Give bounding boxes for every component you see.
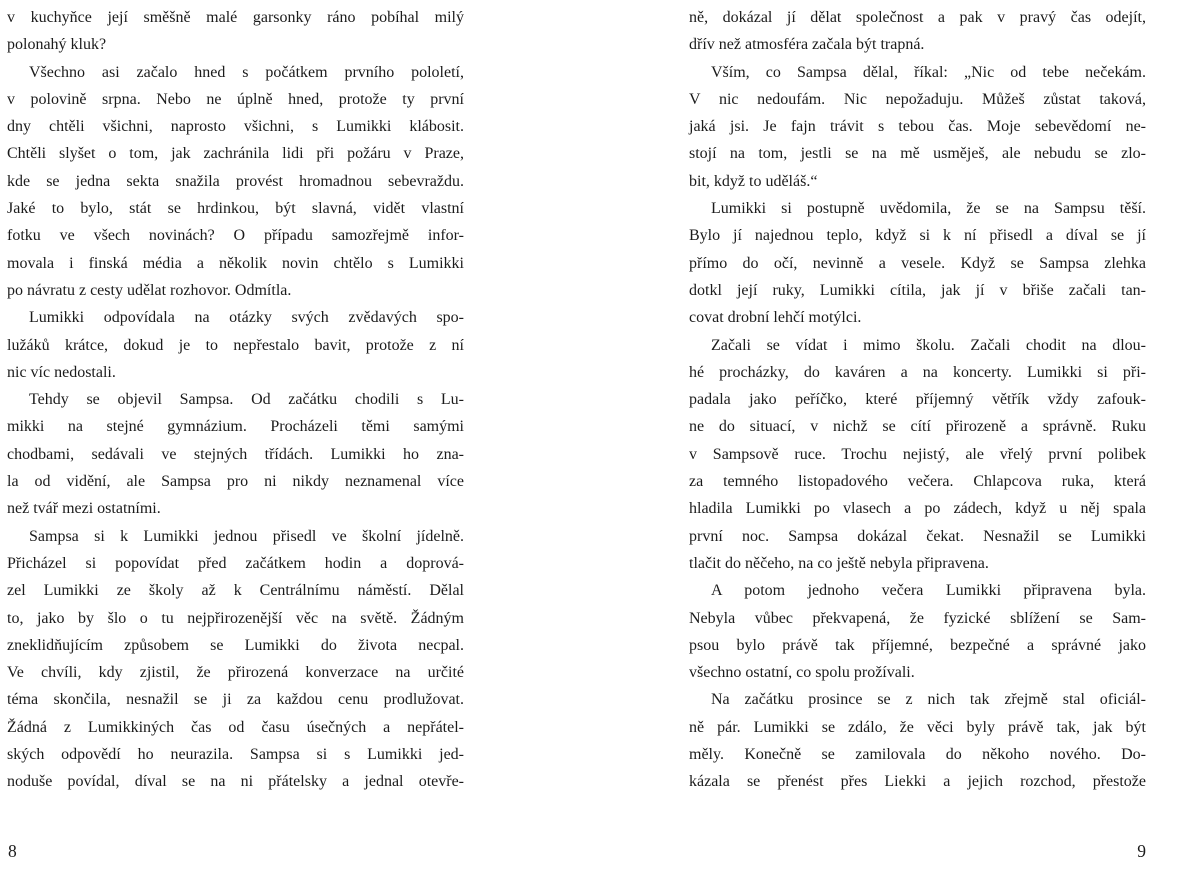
text-line: zneklidňujícím způsobem se Lumikki do života necpal. [7, 636, 464, 654]
text-line: Tehdy se objevil Sampsa. Od začátku chodili s Lu- [29, 391, 464, 409]
text-line: Lumikki odpovídala na otázky svých zvědavých spo- [29, 309, 464, 327]
text-line: lužáků krátce, dokud je to nepřestalo bavit, protože z ní [7, 336, 464, 354]
text-line: mikki na stejné gymnázium. Procházeli těmi samými [7, 418, 464, 436]
text-line: v kuchyňce její směšně malé garsonky ráno pobíhal milý [7, 9, 464, 26]
text-line: Vším, co Sampsa dělal, říkal: „Nic od tebe nečekám. [711, 63, 1146, 81]
text-line: kde se jedna sekta snažila provést hromadnou sebevraždu. [7, 172, 464, 190]
text-line: A potom jednoho večera Lumikki připravena byla. [711, 582, 1146, 600]
text-line: Všechno asi začalo hned s počátkem prvního pololetí, [29, 63, 464, 81]
text-line: než tvář mezi ostatními. [7, 500, 161, 518]
text-line: hé procházky, do kaváren a na koncerty. Lumikki si při- [689, 363, 1146, 381]
text-line: Žádná z Lumikkiných čas od času úsečných a nepřátel- [7, 718, 464, 736]
text-line: fotku ve všech novinách? O případu samozřejmě infor- [7, 227, 464, 245]
text-line: v polovině srpna. Nebo ne úplně hned, protože ty první [7, 90, 464, 108]
text-line: stojí na tom, jestli se na mě usměješ, ale nebudu se zlo- [689, 145, 1146, 163]
text-line: chodbami, sedávali ve stejných třídách. Lumikki ho zna- [7, 445, 464, 463]
text-line: zel Lumikki ze školy až k Centrálnímu náměstí. Dělal [7, 582, 464, 600]
text-line: bit, když to uděláš.“ [689, 172, 818, 190]
text-line: hladila Lumikki po vlasech a po zádech, když u něj spala [689, 500, 1146, 518]
text-line: covat drobní lehčí motýlci. [689, 309, 862, 327]
text-line: Chtěli slyšet o tom, jak zachránila lidi při požáru v Praze, [7, 145, 464, 163]
text-line: Nebyla vůbec překvapená, že fyzické sblížení se Sam- [689, 609, 1146, 627]
text-line: přímo do očí, nevinně a vesele. Když se Sampsa zlehka [689, 254, 1146, 272]
text-line: Ve chvíli, kdy zjistil, že přirozená konverzace na určité [7, 664, 464, 682]
text-line: jaká jsi. Je fajn trávit s tebou čas. Moje sebevědomí ne- [689, 118, 1146, 136]
text-line: Sampsa si k Lumikki jednou přisedl ve školní jídelně. [29, 527, 464, 545]
text-line: Bylo jí najednou teplo, když si k ní přisedl a díval se jí [689, 227, 1146, 245]
text-line: v Sampsově ruce. Trochu nejistý, ale vřelý první polibek [689, 445, 1146, 463]
text-line: to, jako by šlo o tu nejpřirozenější věc na světě. Žádným [7, 609, 464, 627]
text-line: Začali se vídat i mimo školu. Začali chodit na dlou- [711, 336, 1146, 354]
text-line: téma skončila, nesnažil se ji za každou cenu prodlužovat. [7, 691, 464, 709]
text-line: měly. Konečně se zamilovala do někoho nového. Do- [689, 746, 1146, 764]
text-line: noduše povídal, díval se na ni přátelsky a jednal otevře- [7, 773, 464, 791]
text-line: Jaké to bylo, stát se hrdinkou, být slavná, vidět vlastní [7, 200, 464, 218]
text-line: movala i finská média a několik novin chtělo s Lumikki [7, 254, 464, 272]
text-line: dny chtěli všichni, naprosto všichni, s Lumikki klábosit. [7, 118, 464, 136]
page-number-left: 8 [8, 841, 17, 861]
text-line: padala jako peříčko, které příjemný větřík vždy zafouk- [689, 391, 1146, 409]
text-line: ských odpovědí ho neurazila. Sampsa si s Lumikki jed- [7, 746, 464, 764]
text-line: dotkl její ruky, Lumikki cítila, jak jí v břiše začali tan- [689, 281, 1146, 299]
text-line: nic víc nedostali. [7, 363, 116, 381]
page-right-text-column [689, 4, 1146, 796]
text-line: Na začátku prosince se z nich tak zřejmě stal oficiál- [711, 691, 1146, 709]
text-line: dřív než atmosféra začala být trapná. [689, 36, 925, 54]
text-line: kázala se přenést přes Liekki a jejich rozchod, přestože [689, 773, 1146, 791]
text-line: ne do situací, v nichž se cítí přirozeně a správně. Ruku [689, 418, 1146, 436]
text-line: Lumikki si postupně uvědomila, že se na Sampsu těší. [711, 200, 1146, 218]
text-line: ně, dokázal jí dělat společnost a pak v pravý čas odejít, [689, 9, 1146, 26]
text-line: ně pár. Lumikki se zdálo, že věci byly právě tak, jak být [689, 718, 1146, 736]
text-line: po návratu z cesty udělat rozhovor. Odmítla. [7, 281, 292, 299]
text-line: polonahý kluk? [7, 36, 107, 54]
text-line: psou bylo právě tak příjemné, bezpečné a správné jako [689, 636, 1146, 654]
text-line: Přicházel si popovídat před začátkem hodin a doprová- [7, 554, 464, 572]
text-line: všechno ostatní, co spolu prožívali. [689, 664, 915, 682]
page-left-text-column [7, 4, 464, 796]
text-line: za temného listopadového večera. Chlapcova ruka, která [689, 473, 1146, 491]
text-line: la od vidění, ale Sampsa pro ni nikdy neznamenal více [7, 473, 464, 491]
text-line: V nic nedoufám. Nic nepožaduju. Můžeš zůstat taková, [689, 90, 1146, 108]
page-number-right: 9 [1137, 841, 1146, 861]
text-line: první noc. Sampsa dokázal čekat. Nesnažil se Lumikki [689, 527, 1146, 545]
text-line: tlačit do něčeho, na co ještě nebyla připravena. [689, 554, 989, 572]
